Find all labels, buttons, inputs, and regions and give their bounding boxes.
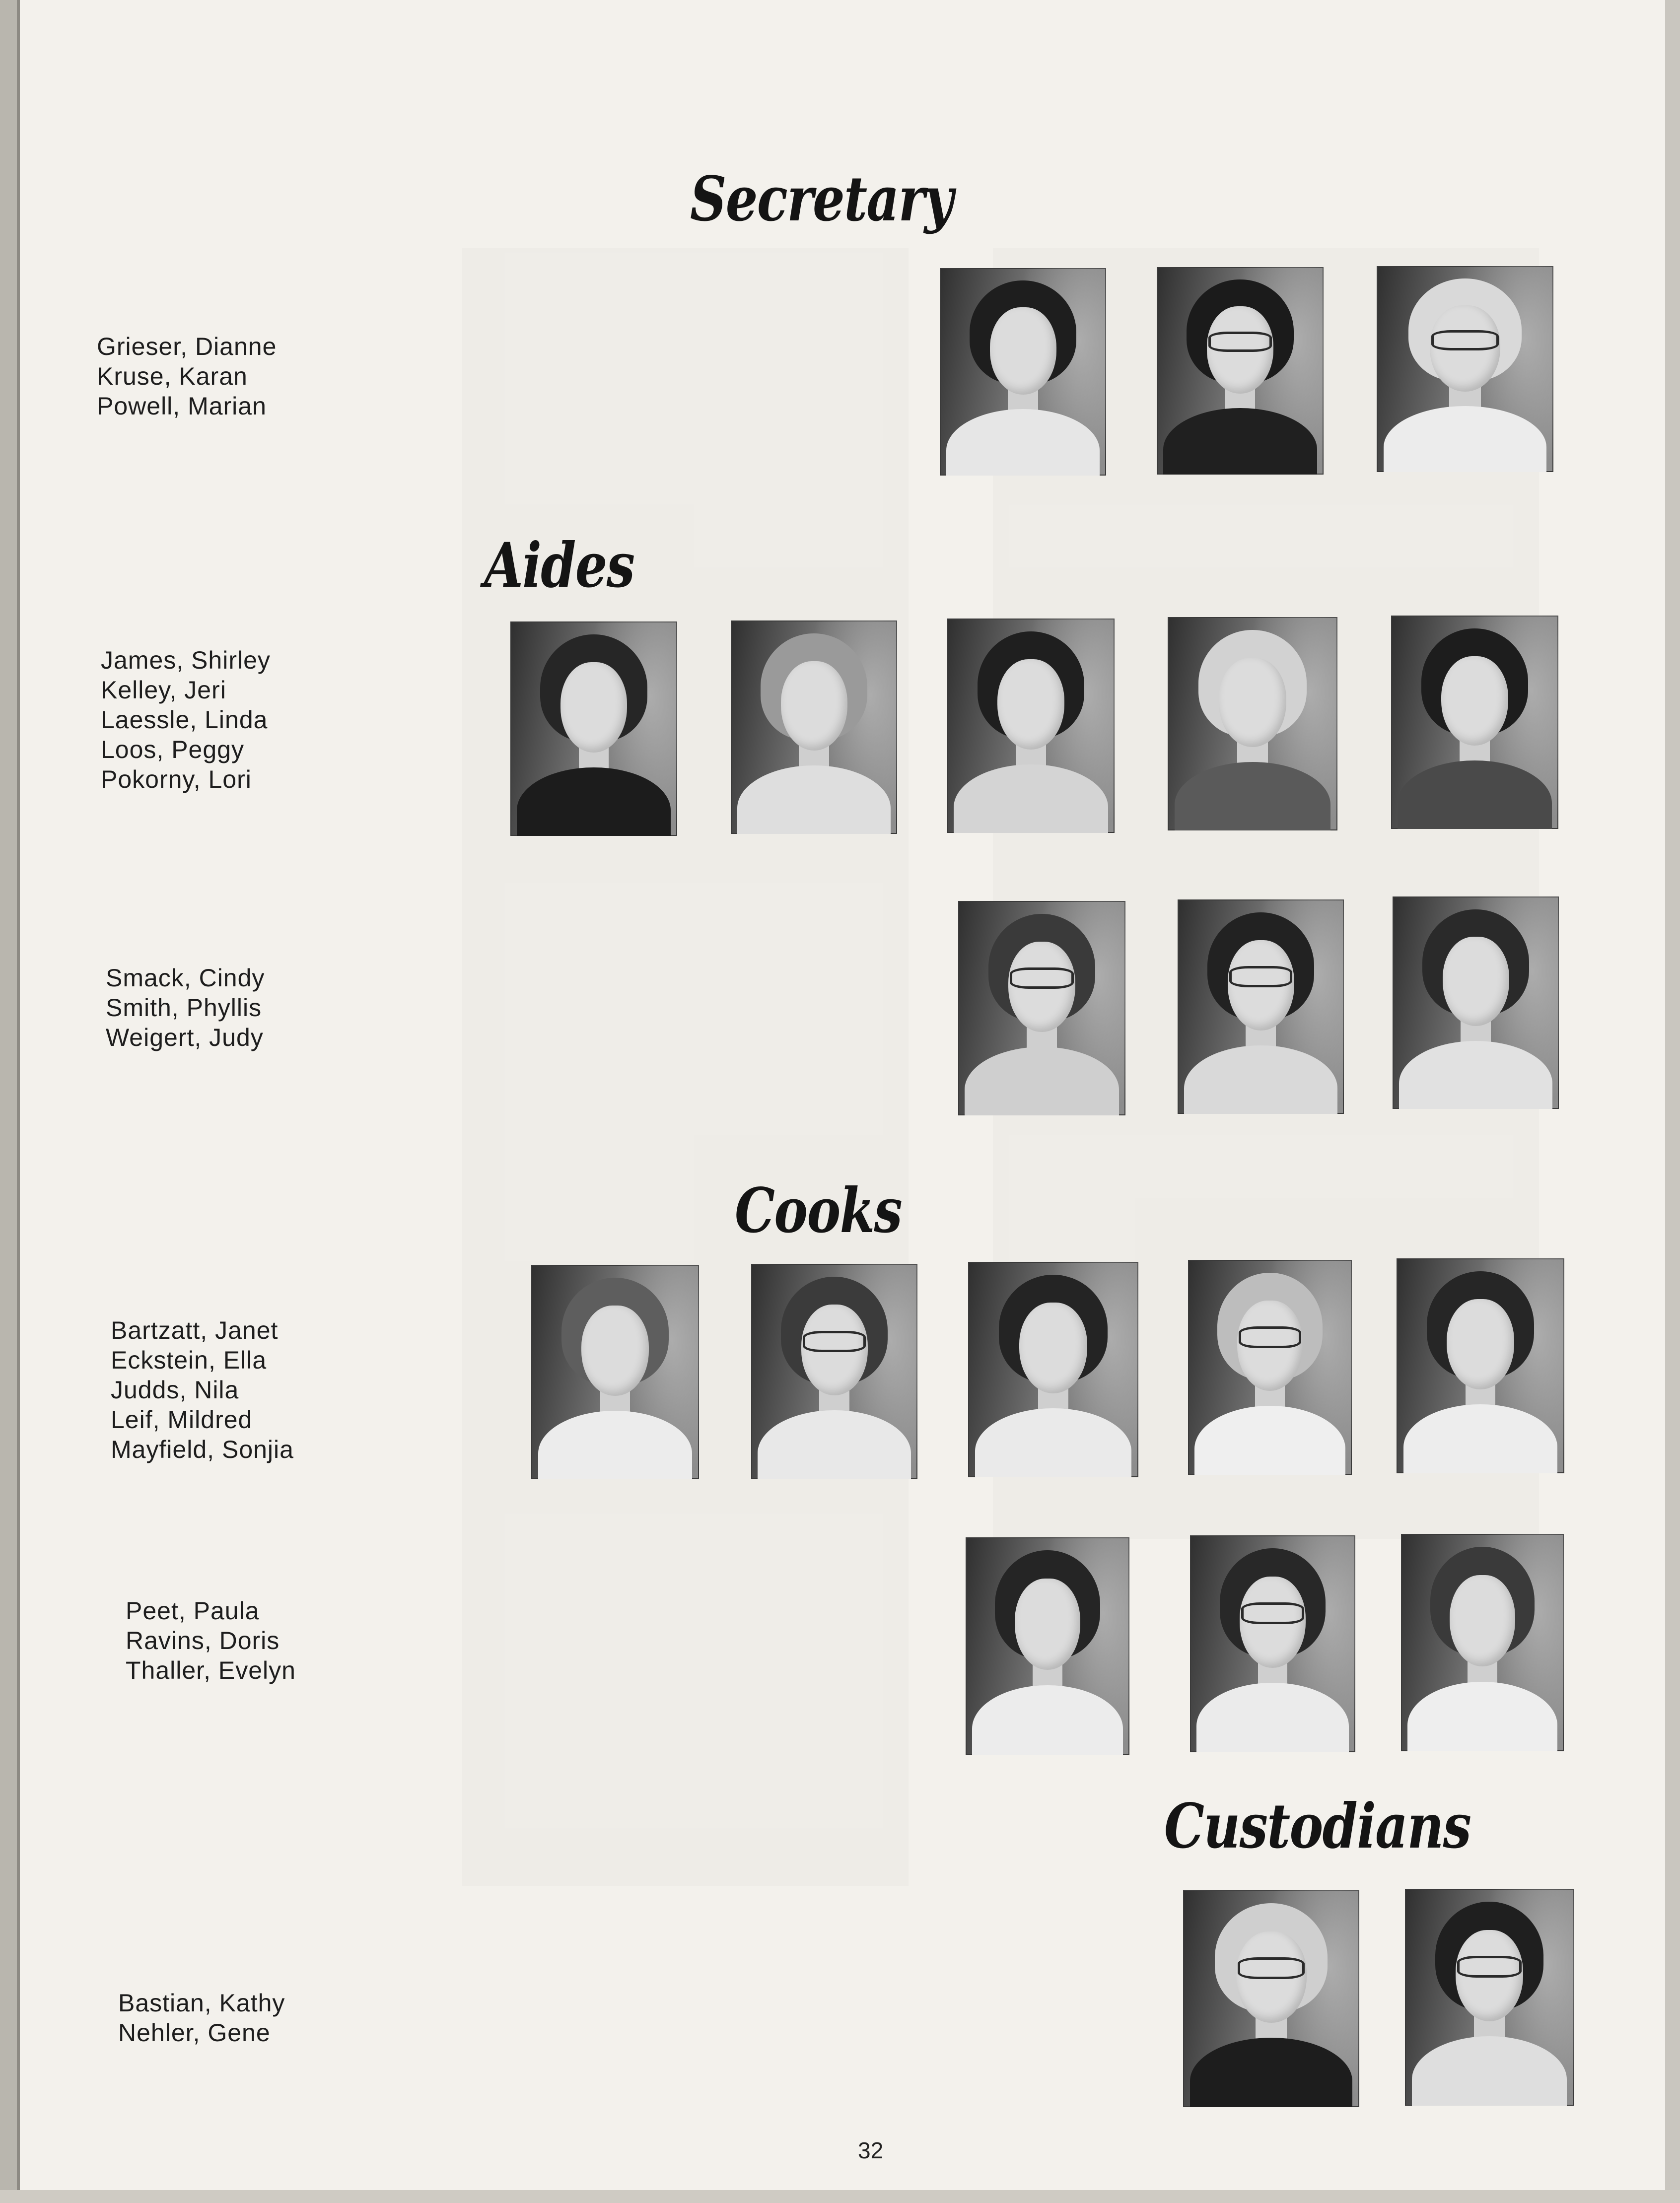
portrait-photo xyxy=(940,268,1106,476)
heading-cooks: Cooks xyxy=(735,1175,902,1247)
staff-name: Judds, Nila xyxy=(111,1376,239,1404)
portrait-photo xyxy=(968,1262,1138,1477)
staff-name: Pokorny, Lori xyxy=(101,765,252,793)
portrait-photo xyxy=(1405,1889,1574,2106)
heading-aides: Aides xyxy=(484,530,634,602)
portrait-photo xyxy=(531,1265,699,1479)
page-right-edge xyxy=(1665,0,1680,2203)
portrait-photo xyxy=(751,1264,917,1479)
portrait-photo xyxy=(510,621,677,836)
staff-name: Kelley, Jeri xyxy=(101,676,226,704)
page-binding-edge xyxy=(0,0,17,2203)
name-list-cooks-row1 xyxy=(111,1315,294,1464)
staff-name: Weigert, Judy xyxy=(106,1024,264,1051)
heading-custodians: Custodians xyxy=(1164,1790,1471,1862)
staff-name: Mayfield, Sonjia xyxy=(111,1436,294,1463)
staff-name: Leif, Mildred xyxy=(111,1406,253,1434)
portrait-photo xyxy=(1168,617,1337,830)
portrait-photo xyxy=(947,619,1115,833)
name-list-aides-row2 xyxy=(106,963,265,1052)
name-list-aides-row1 xyxy=(101,645,271,794)
portrait-photo xyxy=(1393,896,1559,1109)
staff-name: Loos, Peggy xyxy=(101,736,244,763)
staff-name: James, Shirley xyxy=(101,646,271,674)
staff-name: Smack, Cindy xyxy=(106,964,265,992)
staff-name: Grieser, Dianne xyxy=(97,333,277,360)
portrait-photo xyxy=(1190,1535,1355,1752)
staff-name: Laessle, Linda xyxy=(101,706,268,734)
portrait-photo xyxy=(966,1537,1129,1755)
portrait-photo xyxy=(731,620,897,834)
name-list-secretary xyxy=(97,332,277,421)
staff-name: Bartzatt, Janet xyxy=(111,1316,279,1344)
name-list-cooks-row2 xyxy=(126,1596,296,1685)
portrait-photo xyxy=(1397,1258,1564,1473)
portrait-photo xyxy=(1391,616,1558,829)
staff-name: Peet, Paula xyxy=(126,1597,260,1625)
page-bottom-edge xyxy=(0,2190,1680,2203)
portrait-photo xyxy=(1401,1534,1564,1751)
staff-name: Eckstein, Ella xyxy=(111,1346,267,1374)
staff-name: Powell, Marian xyxy=(97,392,267,420)
staff-name: Kruse, Karan xyxy=(97,362,248,390)
heading-secretary: Secretary xyxy=(690,163,953,235)
staff-name: Nehler, Gene xyxy=(118,2019,271,2047)
staff-name: Smith, Phyllis xyxy=(106,994,262,1022)
staff-name: Bastian, Kathy xyxy=(118,1989,285,2017)
portrait-photo xyxy=(958,901,1125,1115)
name-list-custodians xyxy=(118,1988,285,2048)
portrait-photo xyxy=(1377,266,1553,472)
portrait-photo xyxy=(1157,267,1324,475)
page-number: 32 xyxy=(858,2137,884,2163)
show-through-area xyxy=(462,248,909,1886)
staff-name: Ravins, Doris xyxy=(126,1627,280,1654)
portrait-photo xyxy=(1178,899,1344,1114)
staff-name: Thaller, Evelyn xyxy=(126,1656,296,1684)
portrait-photo xyxy=(1183,1890,1359,2107)
portrait-photo xyxy=(1188,1260,1352,1475)
